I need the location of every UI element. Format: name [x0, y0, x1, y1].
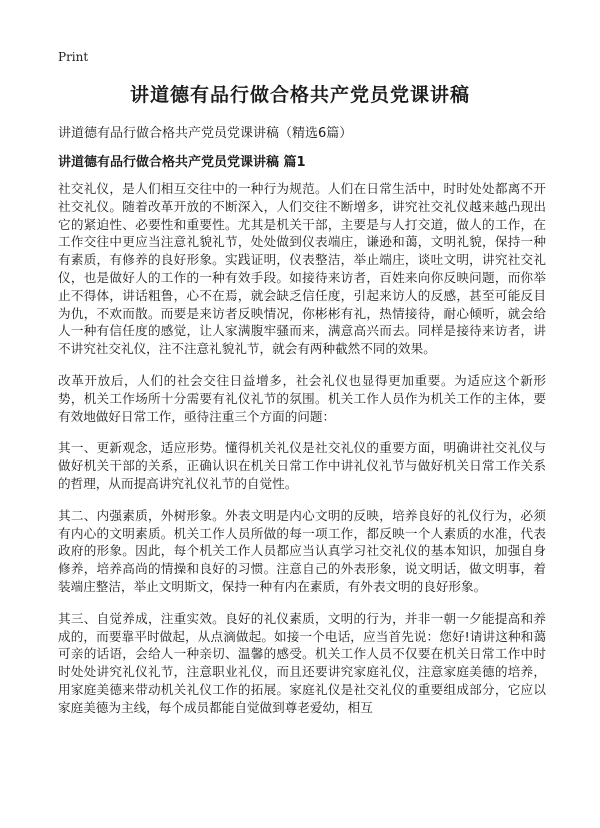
article-body [58, 180, 546, 731]
paragraph-4: 其二、内强素质，外树形象。外表文明是内心文明的反映，培养良好的礼仪行为，必须有内心的文明素质。机关工作人员所做的每一项工作，都反映一个人素质的水准，代表政府的形象。因此，每个机关工作人员都应当认真学习社交礼仪的基本知识，加强自身修养，培养高尚的情操和良好的习惯。注意自己的外表形象，说文明话，做文明事，着装端庄整洁，举止文明斯文，保持一种有内在素质，有外表文明的良好形象。 [58, 507, 546, 594]
paragraph-3: 其一、更新观念，适应形势。懂得机关礼仪是社交礼仪的重要方面，明确讲社交礼仪与做好机关干部的关系，正确认识在机关日常工作中讲礼仪礼节与做好机关日常工作关系的哲理，从而提高讲究礼仪礼节的自觉性。 [58, 440, 546, 491]
paragraph-1: 社交礼仪，是人们相互交往中的一种行为规范。人们在日常生活中，时时处处都离不开社交礼仪。随着改革开放的不断深入，人们交往不断增多，讲究社交礼仪越来越凸现出它的紧迫性、必要性和重要性。尤其是机关干部，主要是与人打交道，做人的工作，在工作交往中更应当注意礼貌礼节，处处做到仪表端庄，谦逊和蔼，文明礼貌，保持一种有素质，有修养的良好形象。实践证明，仪表整洁，举止端庄，谈吐文明，讲究社交礼仪，也是做好人的工作的一种有效手段。如接待来访者，百姓来向你反映问题，而你举止不得体，讲话粗鲁，心不在焉，就会缺乏信任度，引起来访人的反感，甚至可能反目为仇，不欢而散。而要是来访者反映情况，你彬彬有礼，热情接待，耐心倾听，就会给人一种有信任度的感觉，让人家满腹牢骚而来，满意高兴而去。同样是接待来访者，讲不讲究社交礼仪，注不注意礼貌礼节，就会有两种截然不同的效果。 [58, 181, 546, 357]
section-heading: 讲道德有品行做合格共产党员党课讲稿 篇1 [58, 155, 306, 170]
paragraph-5: 其三、自觉养成，注重实效。良好的礼仪素质，文明的行为，并非一朝一夕能提高和养成的，而要靠平时做起，从点滴做起。如接一个电话，应当首先说：您好!请讲这种和蔼可亲的话语，会给人一种亲切、温馨的感受。机关工作人员不仅要在机关日常工作中时时处处讲究礼仪礼节，注意职业礼仪，而且还要讲究家庭礼仪，注意家庭美德的培养，用家庭美德来带动机关礼仪工作的拓展。家庭礼仪是社交礼仪的重要组成部分，它应以家庭美德为主线，每个成员都能自觉做到尊老爱幼，相互 [58, 610, 546, 715]
document-subtitle: 讲道德有品行做合格共产党员党课讲稿（精选6篇） [58, 126, 353, 141]
paragraph-2: 改革开放后，人们的社会交往日益增多，社会礼仪也显得更加重要。为适应这个新形势，机关工作场所十分需要有礼仪礼节的氛围。机关工作人员作为机关工作的主体，要有效地做好日常工作，亟待注重三个方面的问题： [58, 372, 546, 424]
document-title: 讲道德有品行做合格共产党员党课讲稿 [129, 84, 470, 106]
print-link[interactable]: Print [58, 50, 89, 64]
